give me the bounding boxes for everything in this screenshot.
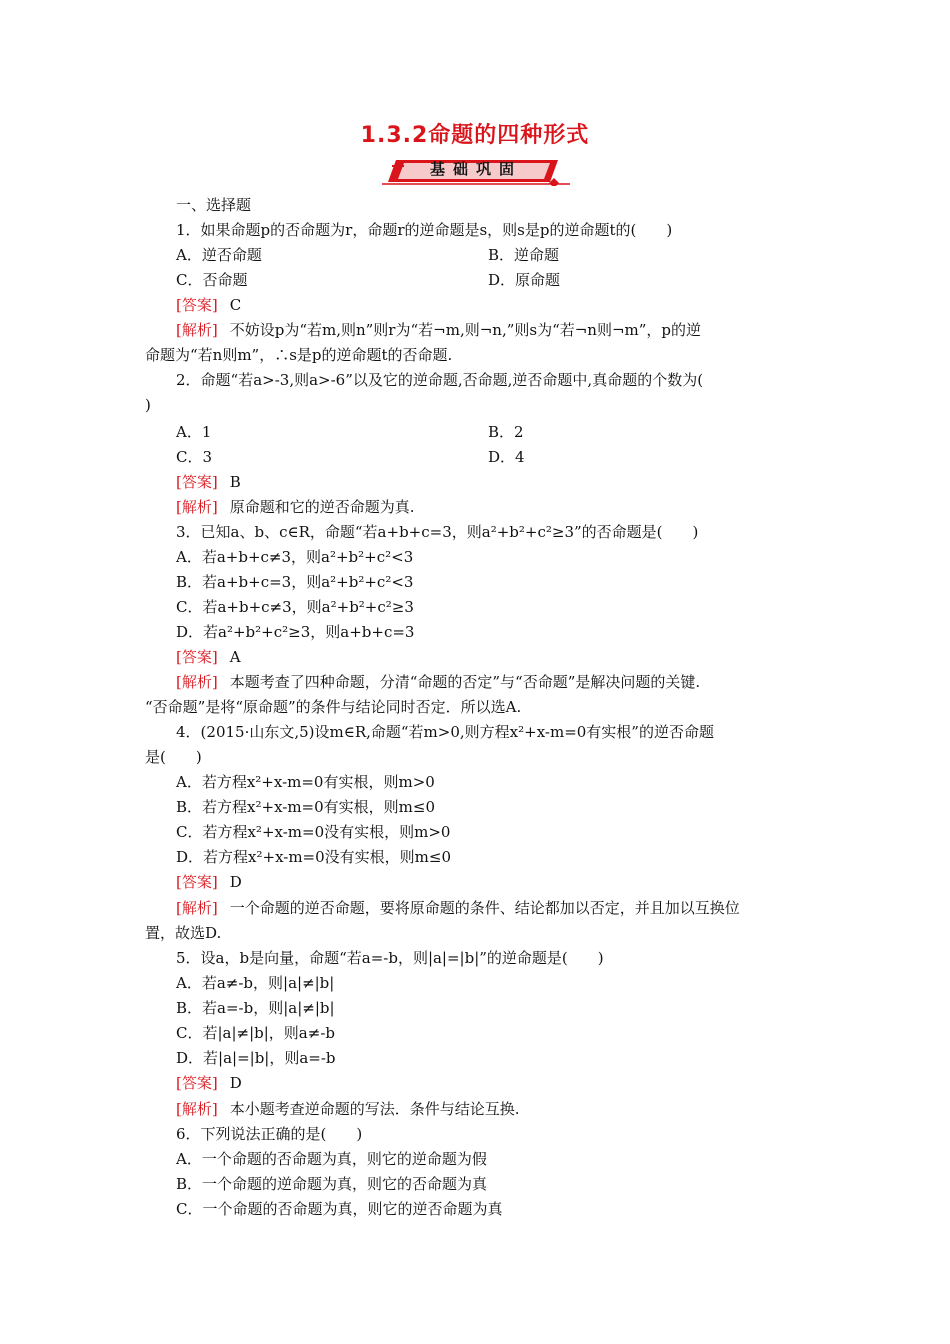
- q2-option-c: C．3: [176, 448, 213, 466]
- analysis-text: 一个命题的逆否命题，要将原命题的条件、结论都加以否定，并且加以互换位: [229, 899, 740, 917]
- q1-analysis-cont: 命题为“若n则m”，∴s是p的逆命题t的否命题.: [145, 346, 453, 364]
- q5-answer: [176, 1071, 242, 1096]
- analysis-tag: [解析]: [176, 899, 218, 917]
- q4-option-b: B．若方程x²+x-m=0有实根，则m≤0: [176, 798, 435, 816]
- q4-analysis: [176, 896, 740, 921]
- q2-option-a: A．1: [176, 423, 212, 441]
- question-3-stem: 3．已知a、b、c∈R，命题“若a+b+c=3，则a²+b²+c²≥3”的否命题是( ): [176, 523, 699, 541]
- q3-option-d: D．若a²+b²+c²≥3，则a+b+c=3: [176, 623, 415, 641]
- question-2-stem: 2．命题“若a>-3,则a>-6”以及它的逆命题,否命题,逆否命题中,真命题的个数为(: [176, 371, 704, 389]
- answer-value: C: [229, 296, 242, 314]
- q1-analysis: [176, 318, 701, 343]
- answer-value: D: [229, 873, 242, 891]
- q5-analysis: [176, 1097, 520, 1122]
- q4-option-c: C．若方程x²+x-m=0没有实根，则m>0: [176, 823, 451, 841]
- q1-option-b: B．逆命题: [488, 246, 560, 264]
- analysis-tag: [解析]: [176, 498, 218, 516]
- analysis-text: 本小题考查逆命题的写法．条件与结论互换.: [229, 1100, 520, 1118]
- answer-tag: [答案]: [176, 1074, 218, 1092]
- section-banner: [382, 156, 570, 186]
- q1-option-c: C．否命题: [176, 271, 248, 289]
- q3-answer: [176, 645, 241, 670]
- analysis-text: 本题考查了四种命题，分清“命题的否定”与“否命题”是解决问题的关键.: [229, 673, 701, 691]
- q2-option-d: D．4: [488, 448, 525, 466]
- answer-tag: [答案]: [176, 473, 218, 491]
- q2-option-b: B．2: [488, 423, 524, 441]
- q6-option-a: A．一个命题的否命题为真，则它的逆命题为假: [176, 1150, 487, 1168]
- question-4-stem-cont: 是( ): [145, 748, 202, 766]
- q5-option-b: B．若a=-b，则|a|≠|b|: [176, 999, 335, 1017]
- q2-answer: [176, 470, 241, 495]
- analysis-tag: [解析]: [176, 321, 218, 339]
- q5-option-d: D．若|a|=|b|，则a=-b: [176, 1049, 336, 1067]
- q5-option-c: C．若|a|≠|b|，则a≠-b: [176, 1024, 335, 1042]
- answer-value: A: [229, 648, 241, 666]
- q1-option-a: A．逆否命题: [176, 246, 262, 264]
- question-2-options-row-1: [176, 420, 524, 445]
- section-heading: 一、选择题: [176, 196, 252, 214]
- answer-value: D: [229, 1074, 242, 1092]
- q3-option-b: B．若a+b+c=3，则a²+b²+c²<3: [176, 573, 414, 591]
- q6-option-c: C．一个命题的否命题为真，则它的逆否命题为真: [176, 1200, 503, 1218]
- q3-option-c: C．若a+b+c≠3，则a²+b²+c²≥3: [176, 598, 414, 616]
- question-6-stem: 6．下列说法正确的是( ): [176, 1125, 363, 1143]
- q4-analysis-cont: 置，故选D.: [145, 924, 222, 942]
- q2-analysis: [176, 495, 415, 520]
- analysis-tag: [解析]: [176, 1100, 218, 1118]
- q4-option-d: D．若方程x²+x-m=0没有实根，则m≤0: [176, 848, 452, 866]
- question-1-options-row-2: [176, 268, 561, 293]
- q3-analysis: [176, 670, 700, 695]
- question-2-stem-cont: ): [145, 396, 151, 414]
- answer-tag: [答案]: [176, 873, 218, 891]
- q1-option-d: D．原命题: [488, 271, 561, 289]
- question-4-stem: 4．(2015·山东文,5)设m∈R,命题“若m>0,则方程x²+x-m=0有实根”的逆否命题: [176, 723, 714, 741]
- q3-option-a: A．若a+b+c≠3，则a²+b²+c²<3: [176, 548, 414, 566]
- question-2-options-row-2: [176, 445, 525, 470]
- analysis-text: 原命题和它的逆否命题为真.: [229, 498, 415, 516]
- question-5-stem: 5．设a，b是向量，命题“若a=-b，则|a|=|b|”的逆命题是( ): [176, 949, 604, 967]
- analysis-text: 不妨设p为“若m,则n”则r为“若¬m,则¬n,”则s为“若¬n则¬m”，p的逆: [229, 321, 702, 339]
- banner-label: 基础巩固: [429, 160, 522, 178]
- answer-value: B: [229, 473, 241, 491]
- q3-analysis-cont: “否命题”是将“原命题”的条件与结论同时否定．所以选A.: [145, 698, 522, 716]
- analysis-tag: [解析]: [176, 673, 218, 691]
- q5-option-a: A．若a≠-b，则|a|≠|b|: [176, 974, 335, 992]
- q4-option-a: A．若方程x²+x-m=0有实根，则m>0: [176, 773, 435, 791]
- q1-answer: [176, 293, 241, 318]
- answer-tag: [答案]: [176, 648, 218, 666]
- question-1-stem: 1．如果命题p的否命题为r，命题r的逆命题是s，则s是p的逆命题t的( ): [176, 221, 673, 239]
- question-1-options-row-1: [176, 243, 560, 268]
- answer-tag: [答案]: [176, 296, 218, 314]
- page-title: 1.3.2命题的四种形式: [360, 123, 590, 148]
- q6-option-b: B．一个命题的逆命题为真，则它的否命题为真: [176, 1175, 488, 1193]
- q4-answer: [176, 870, 242, 895]
